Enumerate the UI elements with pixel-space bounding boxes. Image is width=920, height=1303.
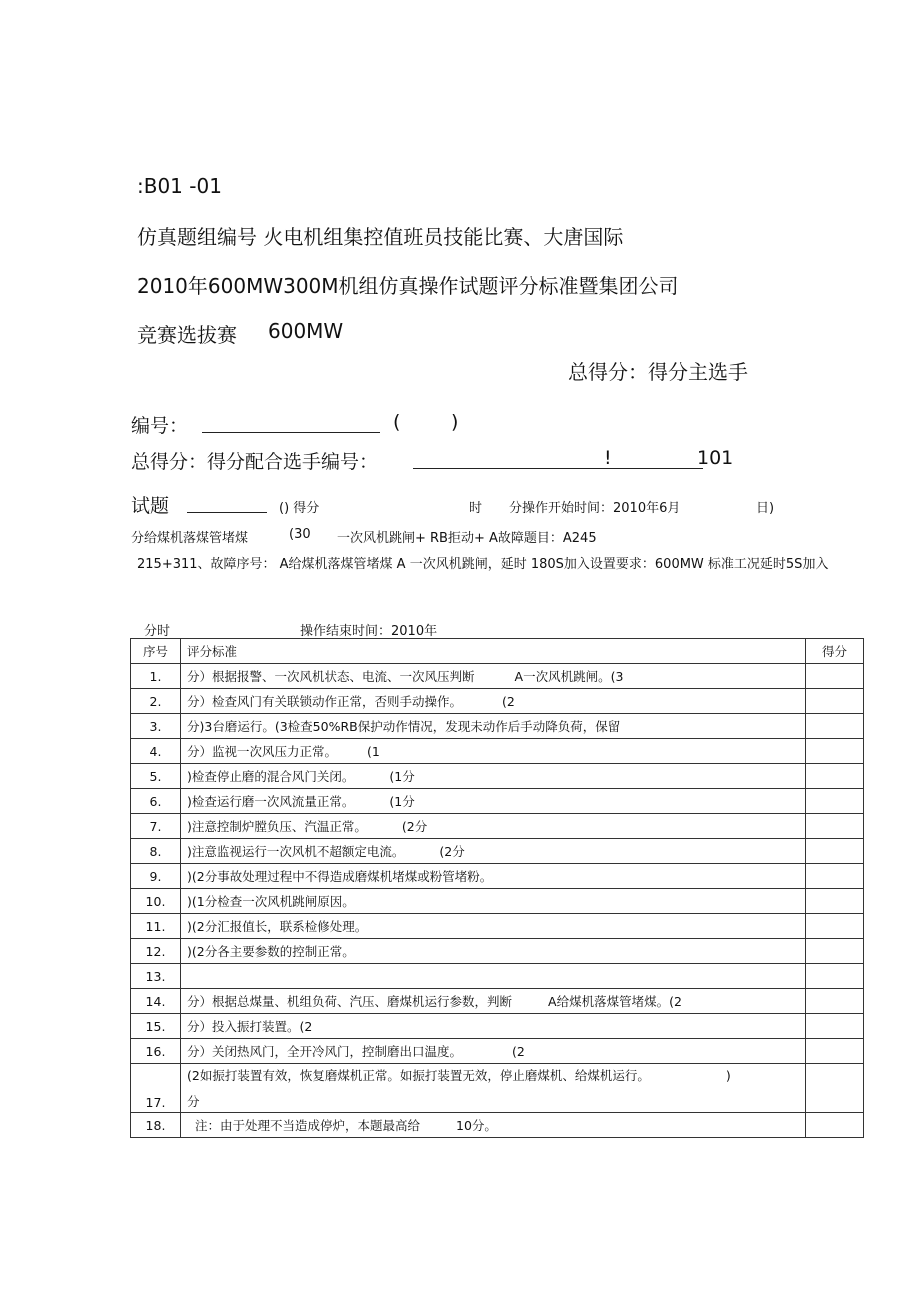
row-no: 7.	[131, 814, 181, 839]
shiti-label: 试题	[131, 495, 170, 517]
table-row	[131, 789, 864, 814]
row-no: 10.	[131, 889, 181, 914]
row-criteria	[181, 989, 806, 1014]
criteria-b: (1	[367, 744, 380, 759]
partner-id-blank[interactable]	[413, 468, 703, 469]
row-score[interactable]	[806, 839, 864, 864]
row-score[interactable]	[806, 814, 864, 839]
criteria-b: )	[725, 1068, 731, 1083]
table-row	[131, 1039, 864, 1064]
row-score[interactable]	[806, 964, 864, 989]
fault-line-a: 分给煤机落煤管堵煤	[131, 531, 249, 546]
row-score[interactable]	[806, 1113, 864, 1138]
row-criteria	[181, 864, 806, 889]
fault-line-b: (30	[289, 527, 311, 542]
criteria-a: 分）根据总煤量、机组负荷、汽压、磨煤机运行参数，判断	[187, 994, 513, 1009]
table-row	[131, 1113, 864, 1138]
row-criteria	[181, 714, 806, 739]
row-no: 17.	[131, 1064, 181, 1113]
title-line-3b: 600MW	[268, 319, 344, 343]
row-no: 1.	[131, 664, 181, 689]
row-criteria	[181, 789, 806, 814]
row-criteria	[181, 839, 806, 864]
row-no: 14.	[131, 989, 181, 1014]
criteria-a: (2如振打装置有效，恢复磨煤机正常。如振打装置无效，停止磨煤机、给煤机运行。	[187, 1068, 650, 1083]
table-row	[131, 739, 864, 764]
criteria-a: )(2分各主要参数的控制正常。	[187, 944, 355, 959]
fen-shi: 分时	[144, 624, 171, 639]
row-score[interactable]	[806, 939, 864, 964]
table-row	[131, 889, 864, 914]
biaohao-blank[interactable]	[202, 432, 380, 433]
criteria-a: )注意监视运行一次风机不超额定电流。	[187, 844, 405, 859]
criteria-a: )检查运行磨一次风流量正常。	[187, 794, 355, 809]
total2-label: 总得分：得分配合选手编号：	[131, 451, 379, 473]
criteria-a: 注：由于处理不当造成停炉，本题最高给	[195, 1118, 421, 1133]
title-line-3a: 竞赛选拔赛	[137, 323, 237, 347]
criteria-b: (2	[502, 694, 515, 709]
criteria-a: 分）投入振打装置。(2	[187, 1019, 313, 1034]
shiti-blank[interactable]	[187, 512, 267, 513]
row-no: 16.	[131, 1039, 181, 1064]
table-row	[131, 864, 864, 889]
row-criteria	[181, 1039, 806, 1064]
fault-line-c: 一次风机跳闸+ RB拒动+ A故障题目：A245	[337, 531, 597, 546]
criteria-b: (2分	[439, 844, 465, 859]
scoring-table	[130, 638, 864, 1138]
criteria-a: 分）监视一次风压力正常。	[187, 744, 338, 759]
criteria-b: (2分	[401, 819, 428, 834]
table-row	[131, 664, 864, 689]
fault-setting: 215+311、故障序号： A给煤机落煤管堵煤 A 一次风机跳闸，延时 180S加入设置要求：600MW 标准工况延时5S加入	[137, 557, 829, 572]
row-score[interactable]	[806, 914, 864, 939]
row-criteria	[181, 1113, 806, 1138]
row-no: 15.	[131, 1014, 181, 1039]
table-row	[131, 964, 864, 989]
row-score[interactable]	[806, 689, 864, 714]
row-criteria	[181, 664, 806, 689]
criteria-a: 分）关闭热风门，全开冷风门，控制磨出口温度。	[187, 1044, 463, 1059]
defen-text: () 得分	[279, 501, 320, 516]
row-criteria	[181, 1064, 806, 1113]
criteria-c: 分	[187, 1094, 200, 1109]
criteria-a: 分）根据报警、一次风机状态、电流、一次风压判断	[187, 669, 475, 684]
row-score[interactable]	[806, 864, 864, 889]
row-criteria	[181, 1014, 806, 1039]
row-no: 4.	[131, 739, 181, 764]
row-criteria	[181, 914, 806, 939]
row-no: 18.	[131, 1113, 181, 1138]
header-score: 得分	[806, 639, 864, 664]
row-score[interactable]	[806, 1039, 864, 1064]
criteria-b: (1分	[389, 794, 415, 809]
row-no: 11.	[131, 914, 181, 939]
total-score-main: 总得分：得分主选手	[568, 360, 748, 384]
ri-text: 日)	[756, 501, 775, 516]
row-no: 3.	[131, 714, 181, 739]
title-line-2: 2010年600MW300M机组仿真操作试题评分标准暨集团公司	[137, 274, 679, 298]
row-criteria	[181, 764, 806, 789]
row-no: 9.	[131, 864, 181, 889]
shi-text: 时	[469, 501, 483, 516]
table-row	[131, 814, 864, 839]
row-criteria	[181, 939, 806, 964]
criteria-a: )(2分汇报值长，联系检修处理。	[187, 919, 368, 934]
header-no: 序号	[131, 639, 181, 664]
criteria-b: (2	[512, 1044, 525, 1059]
row-criteria	[181, 739, 806, 764]
row-score[interactable]	[806, 889, 864, 914]
row-score[interactable]	[806, 1014, 864, 1039]
row-score[interactable]	[806, 764, 864, 789]
title-line-1: 仿真题组编号 火电机组集控值班员技能比赛、大唐国际	[137, 225, 624, 249]
table-row	[131, 839, 864, 864]
row-criteria	[181, 889, 806, 914]
row-score[interactable]	[806, 789, 864, 814]
table-row	[131, 714, 864, 739]
table-row	[131, 914, 864, 939]
row-no: 8.	[131, 839, 181, 864]
id-number: 101	[697, 447, 734, 469]
row-no: 2.	[131, 689, 181, 714]
row-no: 13.	[131, 964, 181, 989]
row-score[interactable]	[806, 1064, 864, 1113]
row-score[interactable]	[806, 664, 864, 689]
table-row	[131, 939, 864, 964]
criteria-a: )(1分检查一次风机跳闸原因。	[187, 894, 355, 909]
row-score[interactable]	[806, 739, 864, 764]
row-no: 5.	[131, 764, 181, 789]
criteria-a: )检查停止磨的混合风门关闭。	[187, 769, 355, 784]
table-row	[131, 764, 864, 789]
row-criteria	[181, 814, 806, 839]
paren-open: (	[393, 411, 401, 433]
criteria-a: 分)3台磨运行。(3检查50%RB保护动作情况，发现未动作后手动降负荷，保留	[187, 719, 621, 734]
table-row	[131, 1014, 864, 1039]
criteria-b: (1分	[389, 769, 415, 784]
table-row	[131, 1064, 864, 1113]
criteria-b: A给煤机落煤管堵煤。(2	[548, 994, 682, 1009]
table-header-row	[131, 639, 864, 664]
end-time: 操作结束时间：2010年	[300, 624, 438, 639]
start-time: 分操作开始时间：2010年6月	[509, 501, 681, 516]
row-criteria	[181, 689, 806, 714]
row-no: 12.	[131, 939, 181, 964]
header-criteria: 评分标准	[181, 639, 806, 664]
criteria-b: A一次风机跳闸。(3	[514, 669, 624, 684]
criteria-a: )注意控制炉膛负压、汽温正常。	[187, 819, 367, 834]
row-criteria	[181, 964, 806, 989]
table-row	[131, 989, 864, 1014]
row-score[interactable]	[806, 714, 864, 739]
biaohao-label: 编号：	[131, 415, 189, 437]
table-row	[131, 689, 864, 714]
row-score[interactable]	[806, 989, 864, 1014]
row-no: 6.	[131, 789, 181, 814]
criteria-a: 分）检查风门有关联锁动作正常，否则手动操作。	[187, 694, 463, 709]
exam-code: :B01 -01	[137, 174, 222, 198]
criteria-a: )(2分事故处理过程中不得造成磨煤机堵煤或粉管堵粉。	[187, 869, 493, 884]
excl-mark: !	[604, 447, 612, 469]
criteria-b: 10分。	[456, 1118, 497, 1133]
paren-close: )	[451, 411, 459, 433]
